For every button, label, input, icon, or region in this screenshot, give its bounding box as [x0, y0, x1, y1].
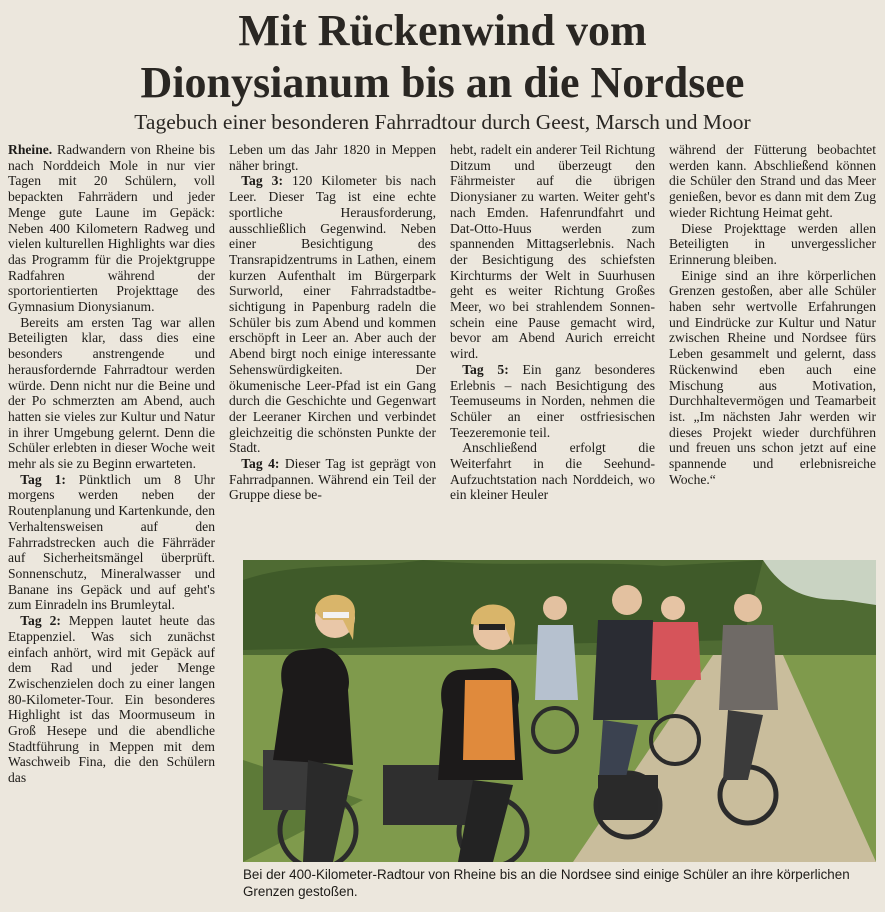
day-label: Tag 5: — [462, 361, 509, 377]
paragraph-day-5 — [450, 362, 655, 441]
paragraph-day-4 — [229, 456, 436, 503]
paragraph-intro — [8, 142, 215, 315]
day-label: Tag 1: — [20, 471, 66, 487]
article-column-1 — [8, 142, 215, 907]
day-label: Tag 2: — [20, 613, 61, 629]
article-column-4 — [669, 142, 876, 547]
paragraph-text: 120 Kilometer bis nach Leer. Dieser Tag ist eine echte sportliche Herausforderung, ausschließlich Gegenwind. Neben einer Besichtigung des Transrapidzentrums in Lathen, einem kurzen Aufenthalt im Bürgerpark Surworld, einer Fahrradstadtbesichtigung in Papenburg radeln die Schüler bis zum Abend und kommen erschöpft in Leer an. Aber auch der Abend birgt noch einige interessante Sehenswürdigkeiten. Der ökumenische Leer-Pfad ist ein Gang durch die Geschichte und Gegenwart der Leeraner Kirchen und verbindet gleichzeitig die schönsten Punkte der Stadt. — [229, 173, 436, 456]
day-label: Tag 3: — [241, 173, 283, 189]
paragraph: Diese Projekttage werden allen Beteiligten in unvergesslicher Erinnerung bleiben. — [669, 220, 876, 267]
paragraph: Leben um das Jahr 1820 in Meppen näher bringt. — [229, 142, 436, 173]
paragraph-text: Ein ganz besonderes Erlebnis – nach Besichtigung des Teemuseums in Norden, nehmen die Schüler an einer ostfriesischen Teezeremonie teil. — [450, 361, 655, 440]
article-column-3 — [450, 142, 655, 547]
article-subtitle: Tagebuch einer besonderen Fahrradtour durch Geest, Marsch und Moor — [134, 110, 751, 134]
article-photo — [243, 560, 876, 862]
article-headline — [0, 6, 885, 110]
photo-caption: Bei der 400-Kilometer-Radtour von Rheine bis an die Nordsee sind einige Schüler an ihre körperlichen Grenzen gestoßen. — [243, 867, 850, 899]
paragraph-day-3 — [229, 173, 436, 456]
headline-line-2: Dionysianum bis an die Nordsee — [140, 58, 745, 107]
paragraph-day-2 — [8, 613, 215, 786]
cyclists-photo-illustration — [243, 560, 876, 862]
day-label: Tag 4: — [241, 456, 280, 472]
paragraph-day-1 — [8, 472, 215, 613]
paragraph-text: Pünktlich um 8 Uhr morgens werden neben der Routenplanung und Kartenkunde, den Verhaltensweisen auf den Fahrradstrecken auch die Fährräder auf Sicherheitsmängel überprüft. Sonnenschutz, Mineralwasser und Banane ins Gepäck und auf geht's zum Einradeln ins Brumleytal. — [8, 471, 215, 613]
dateline: Rheine. — [8, 142, 53, 157]
paragraph-quote: Einige sind an ihre körperlichen Grenzen gestoßen, aber alle Schüler haben sehr wertvolle Erfahrungen und Eindrücke zur Kultur und Natur zwischen Rheine und Nordsee fürs Leben gesammelt und gelernt, dass Rückenwind eben auch eine Mischung aus Motivation, Durchhaltevermögen und Teamarbeit ist. „Im nächsten Jahr werden wir dieses Projekt wieder durchführen und freuen uns schon jetzt auf eine spannende und erlebnisreiche Woche.“ — [669, 267, 876, 487]
headline-line-1: Mit Rückenwind vom — [238, 6, 647, 55]
paragraph: Anschließend erfolgt die Weiterfahrt in die Seehund-Aufzuchtstation nach Norddeich, wo ein kleiner Heuler — [450, 440, 655, 503]
cyclist-4 — [593, 585, 660, 837]
paragraph: während der Fütterung beobachtet werden kann. Abschließend können die Schüler den Strand und das Meer genießen, bevor es dann mit dem Zug wieder Richtung Heimat geht. — [669, 142, 876, 220]
paragraph: hebt, radelt ein anderer Teil Richtung Ditzum und überzeugt den Fährmeister auf die übrigen Dionysianer zu warten. Weiter geht's nach Emden. Hafenrundfahrt und Dat-Otto-Huus werden zum spannenden Mittagserlebnis. Nach der Besichtigung des schiefsten Kirchturms der Welt in Suurhusen geht es weiter Richtung Großes Meer, wo bei strahlendem Sonnenschein eine Pause gemacht wird, bevor am Abend Aurich erreicht wird. — [450, 142, 655, 362]
article-column-2 — [229, 142, 436, 547]
paragraph: Bereits am ersten Tag war allen Beteiligten klar, dass dies eine besonders anstrengende und herausfordernde Fahrradtour werden würde. Denn nicht nur die Beine und der Po schmerzten am Abend, auch hatten sie vieles zur Kultur und Natur in ihrer Umgebung gelernt. Denn die Schüler erlebten in dieser Woche weit mehr als sie zu Beginn erwarteten. — [8, 314, 215, 472]
paragraph-text: Dieser Tag ist geprägt von Fahrradpannen. Während ein Teil der Gruppe diese be- — [229, 456, 436, 503]
paragraph-text: Radwandern von Rheine bis nach Norddeich Mole in nur vier Tagen mit 20 Schülern, voll bepackten Fahrrädern und jeder Menge gute Laune im Gepäck: Neben 400 Kilometern Radweg und vielen kulturellen Highlights war dies das Programm für die Projektgruppe Radfahren während der sportorientierten Projekttage des Gymnasium Dionysianum. — [8, 142, 215, 315]
paragraph-text: Meppen lautet heute das Etappenziel. Was sich zunächst einfach anhört, wird mit Gepäck auf dem Rad und jeder Menge Zwischenzielen doch zu einer langen 80-Kilometer-Tour. Ein besonderes Highlight ist das Moormuseum in Groß Hesepe und die abendliche Stadtführung in Meppen mit dem Waschweib Fina, die den Schülern das — [8, 613, 215, 786]
